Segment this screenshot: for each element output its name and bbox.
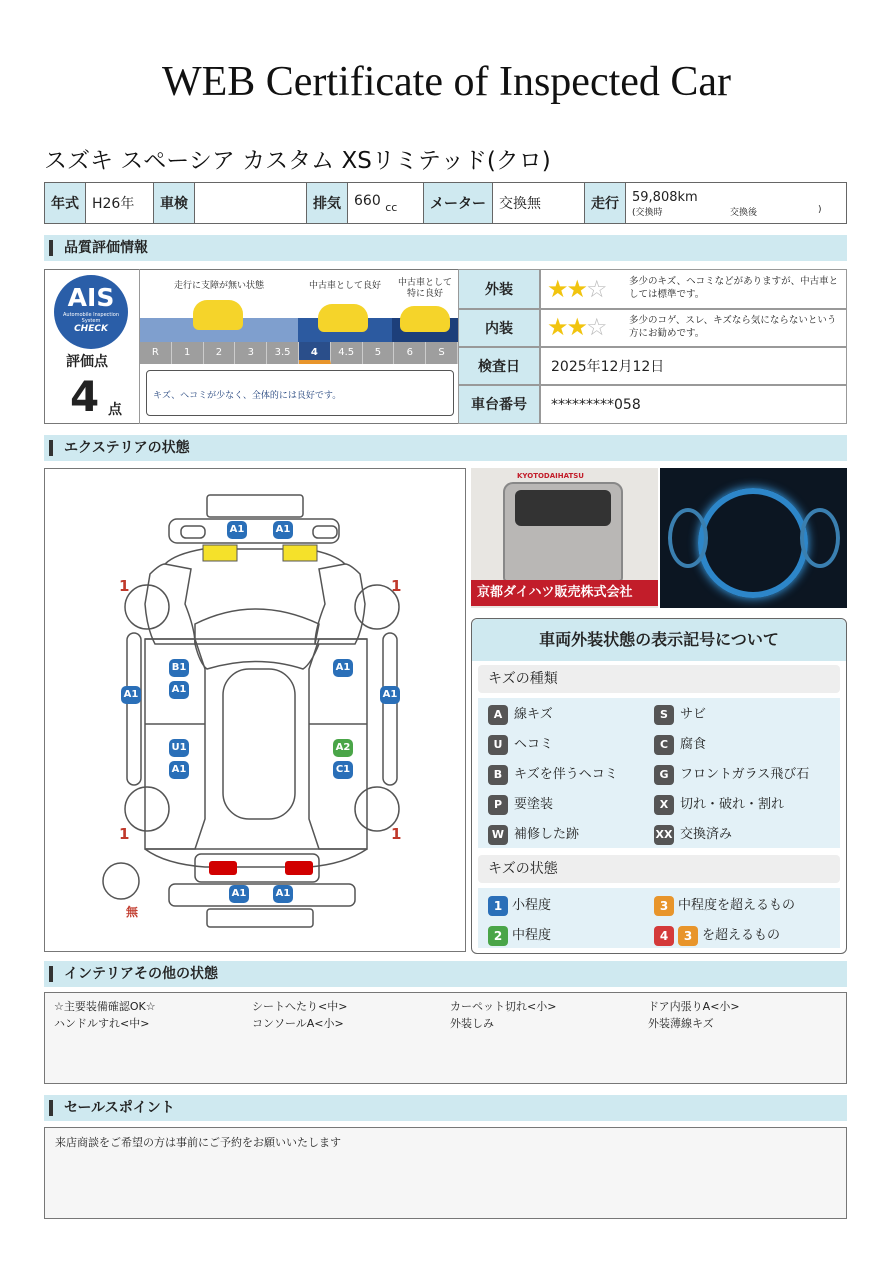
interior-label: 内装 (458, 309, 540, 347)
chassis-label: 車台番号 (458, 385, 540, 424)
sales-section-header: セールスポイント (44, 1095, 847, 1121)
damage-type-label: サビ (680, 707, 707, 722)
scale-step: S (426, 342, 458, 364)
damage-type-s (654, 703, 706, 725)
scale-step: R (140, 342, 172, 364)
damage-type-label: キズを伴うヘコミ (514, 767, 618, 782)
tire-fr-depth: 1 (391, 577, 402, 595)
mark-rear-a1-left: A1 (229, 885, 249, 903)
damage-type-a (488, 703, 553, 725)
meter-photo (660, 468, 847, 608)
damage-code-icon: A (488, 705, 508, 725)
mark-left-a1-upper: A1 (169, 681, 189, 699)
damage-type-w (488, 823, 579, 845)
fuel-gauge-icon (800, 508, 840, 568)
rating-grid (458, 269, 847, 424)
page-title: WEB Certificate of Inspected Car (161, 59, 732, 105)
legend-title: 車両外装状態の表示記号について (472, 619, 846, 661)
interior-section-header: インテリアその他の状態 (44, 961, 847, 987)
mark-left-b1: B1 (169, 659, 189, 677)
legend-types-title: キズの種類 (478, 665, 840, 693)
spec-table (44, 182, 847, 224)
score-label: 評価点 (66, 354, 108, 370)
interior-note: ☆主要装備確認OK☆ (54, 1000, 156, 1013)
damage-type-u (488, 733, 553, 755)
damage-type-label: 腐食 (680, 737, 707, 752)
exterior-label: 外装 (458, 269, 540, 309)
scale-step: 6 (394, 342, 426, 364)
mark-left-a1-lower: A1 (169, 761, 189, 779)
mileage-value: 59,808km (632, 189, 698, 205)
damage-type-g (654, 763, 809, 785)
tire-fl-depth: 1 (119, 577, 130, 595)
mark-rear-a1-right: A1 (273, 885, 293, 903)
mark-front-a1-left: A1 (227, 521, 247, 539)
car-illustration-icon (400, 306, 450, 332)
interior-note: ドア内張りA<小> (648, 1000, 740, 1013)
state-1: 1 小程度 (488, 894, 551, 916)
mark-right-a1-upper: A1 (333, 659, 353, 677)
mark-right-a2: A2 (333, 739, 353, 757)
car-illustration-icon (193, 300, 243, 330)
mileage-note-before: (交換時 (632, 207, 663, 218)
interior-note: 外装薄線キズ (648, 1017, 714, 1030)
score-value: 4 (70, 372, 100, 421)
damage-type-label: 要塗装 (514, 797, 554, 812)
displacement-cell (348, 183, 424, 224)
state-4: 4 3 を超えるもの (654, 924, 780, 946)
scale-step: 3 (235, 342, 267, 364)
year-label: 年式 (45, 183, 86, 224)
car-outline (45, 469, 465, 951)
mileage-cell (626, 183, 847, 224)
speedometer-icon (698, 488, 808, 598)
scale-caption-3: 中古車として特に良好 (397, 278, 452, 299)
sales-text: 来店商談をご希望の方は事前にご予約をお願いいたします (55, 1136, 341, 1149)
scale-caption-2: 中古車として良好 (308, 281, 381, 291)
score-unit: 点 (108, 402, 122, 418)
scale-step: 3.5 (267, 342, 299, 364)
damage-code-icon: W (488, 825, 508, 845)
quality-section-header: 品質評価情報 (44, 235, 847, 261)
inspection-date-label: 検査日 (458, 347, 540, 385)
exterior-rating (540, 269, 847, 309)
exterior-stars: ★★☆ (547, 275, 606, 303)
damage-code-icon: S (654, 705, 674, 725)
damage-type-label: 補修した跡 (514, 827, 580, 842)
dealer-banner: KYOTODAIHATSU (517, 472, 584, 480)
year-value: H26年 (86, 183, 154, 224)
tire-rr-depth: 1 (391, 825, 402, 843)
inspection-label: 車検 (154, 183, 195, 224)
mark-left-side-a1: A1 (121, 686, 141, 704)
exterior-section-header: エクステリアの状態 (44, 435, 847, 461)
interior-stars: ★★☆ (547, 313, 606, 341)
mileage-note-close: ) (818, 204, 822, 215)
damage-type-b (488, 763, 618, 785)
mark-front-a1-right: A1 (273, 521, 293, 539)
interior-note: ハンドルすれ<中> (54, 1017, 150, 1030)
car-windshield-icon (515, 490, 611, 526)
damage-type-xx (654, 823, 732, 845)
state-3: 3 中程度を超えるもの (654, 894, 795, 916)
mark-right-c1: C1 (333, 761, 353, 779)
score-column (44, 269, 140, 424)
damage-type-p (488, 793, 553, 815)
sales-box (44, 1127, 847, 1219)
mark-right-side-a1: A1 (380, 686, 400, 704)
tire-rl-depth: 1 (119, 825, 130, 843)
mileage-note-after: 交換後 (730, 207, 758, 218)
damage-code-icon: U (488, 735, 508, 755)
displacement-unit: cc (385, 200, 398, 214)
scale-caption-1: 走行に支障が無い状態 (173, 281, 264, 291)
exterior-text: 多少のキズ、ヘコミなどがありますが、中古車としては標準です。 (629, 276, 839, 300)
car-name: スズキ スペーシア カスタム XSリミテッド(クロ) (44, 148, 551, 174)
chassis-value: *********058 (540, 385, 847, 424)
inspection-date-value: 2025年12月12日 (540, 347, 847, 385)
spare-tire-label: 無 (126, 905, 139, 919)
damage-code-icon: C (654, 735, 674, 755)
interior-note: コンソールA<小> (252, 1017, 344, 1030)
interior-note: 外装しみ (450, 1017, 494, 1030)
scale-step: 2 (204, 342, 236, 364)
damage-code-icon: G (654, 765, 674, 785)
damage-type-label: 切れ・破れ・割れ (680, 797, 785, 812)
scale-step: 5 (363, 342, 395, 364)
damage-type-x (654, 793, 784, 815)
damage-code-icon: B (488, 765, 508, 785)
damage-type-label: フロントガラス飛び石 (680, 767, 810, 782)
damage-code-icon: P (488, 795, 508, 815)
mark-left-u1: U1 (169, 739, 189, 757)
ais-logo: AIS Automobile Inspection System CHECK (54, 275, 128, 349)
damage-code-icon: X (654, 795, 674, 815)
damage-type-label: 線キズ (514, 707, 553, 722)
interior-note: カーペット切れ<小> (450, 1000, 557, 1013)
inspection-value (195, 183, 307, 224)
car-diagram (44, 468, 466, 952)
car-photo (471, 468, 658, 608)
scale-step: 4 (299, 342, 331, 364)
interior-note: シートへたり<中> (252, 1000, 348, 1013)
car-illustration-icon (318, 304, 368, 332)
damage-type-label: 交換済み (680, 827, 733, 842)
meter-label: メーター (424, 183, 493, 224)
meter-value: 交換無 (493, 183, 585, 224)
scale-steps (140, 342, 458, 364)
legend-states-title: キズの状態 (478, 855, 840, 883)
damage-code-icon: XX (654, 825, 674, 845)
displacement-value: 660 (354, 192, 381, 209)
scale-step: 4.5 (331, 342, 363, 364)
mileage-label: 走行 (585, 183, 626, 224)
dealer-name: 京都ダイハツ販売株式会社 (471, 580, 658, 606)
state-2: 2 中程度 (488, 924, 551, 946)
quality-comment: キズ、ヘコミが少なく、全体的には良好です。 (146, 370, 454, 416)
interior-text: 多少のコゲ、スレ、キズなら気にならないという方にお勧めです。 (629, 315, 837, 339)
scale-step: 1 (172, 342, 204, 364)
damage-type-label: ヘコミ (514, 737, 554, 752)
displacement-label: 排気 (307, 183, 348, 224)
interior-rating (540, 309, 847, 347)
damage-type-c (654, 733, 706, 755)
tachometer-icon (668, 508, 708, 568)
